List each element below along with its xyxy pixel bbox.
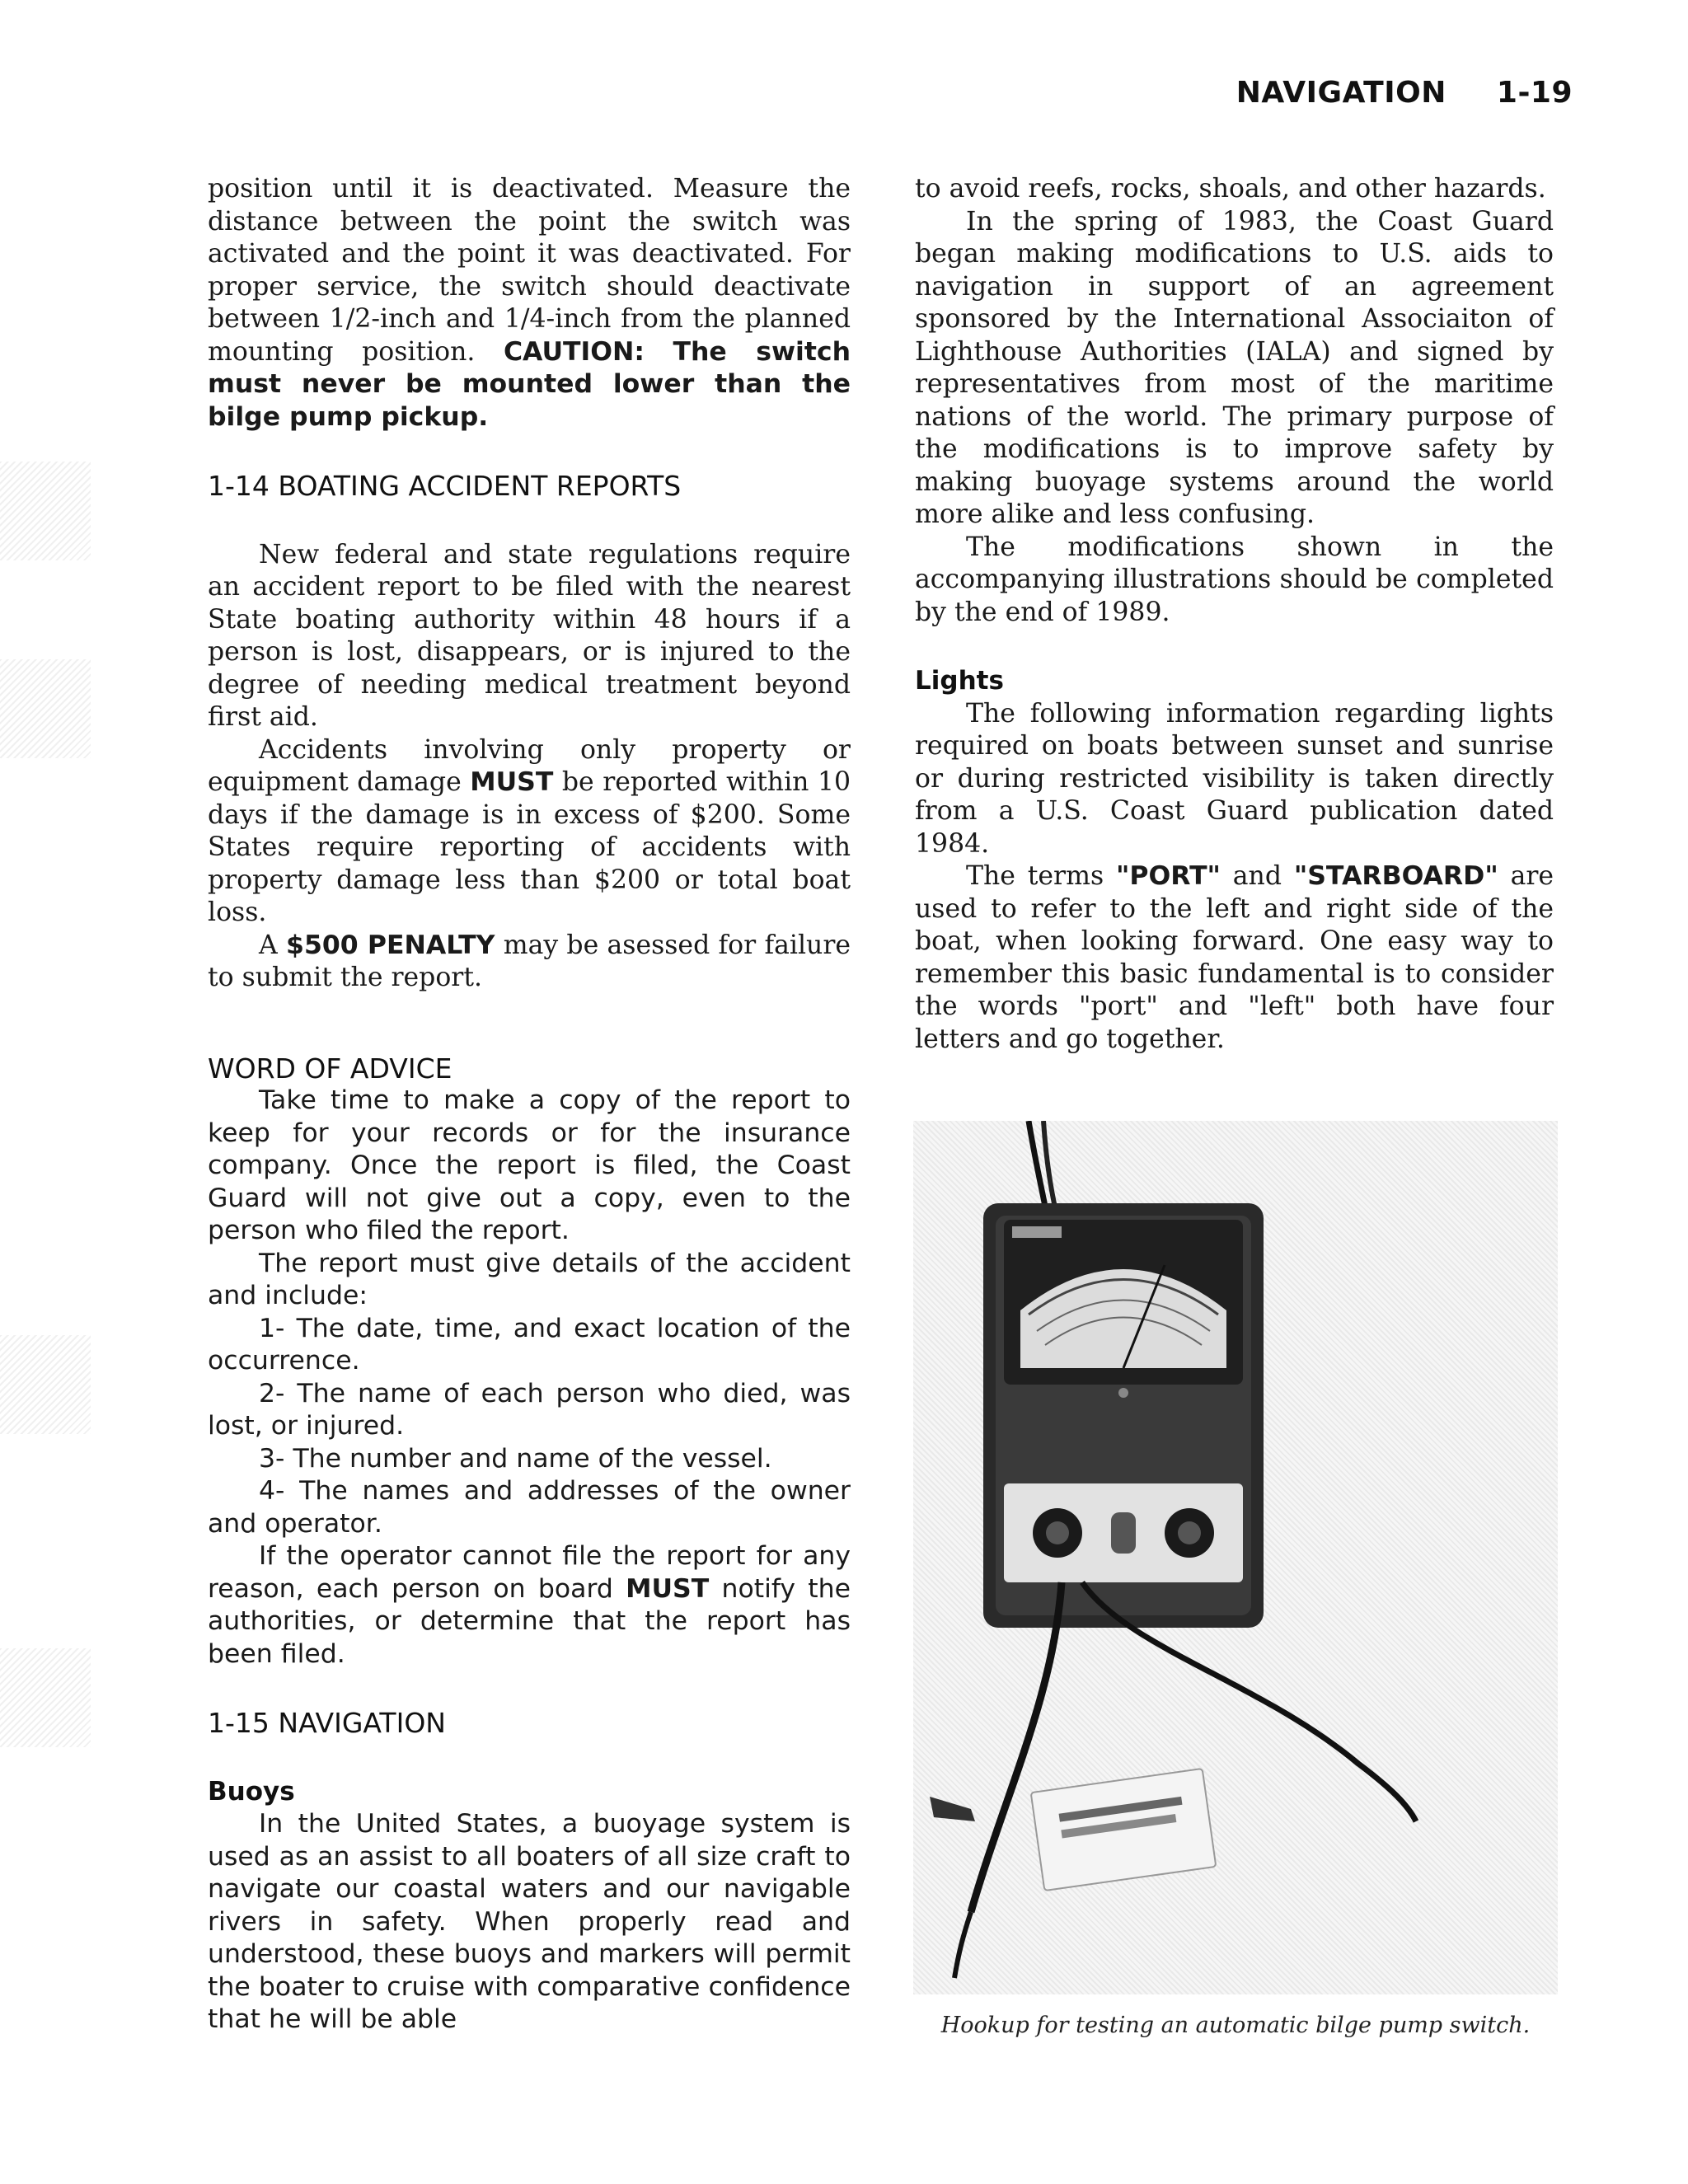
buoys-paragraph: In the United States, a buoyage system is used as an assist to all boaters of all size craft to navigate our coastal waters and our navigable rivers in safety. When properly read and understood, these buoys and markers will permit the boater to cruise with comparative confidence that he will be able — [208, 1809, 851, 2034]
page-number: 1-19 — [1496, 76, 1573, 110]
must-emphasis: MUST — [626, 1573, 710, 1604]
list-item: 2- The name of each person who died, was lost, or injured. — [208, 1378, 851, 1441]
terms-paragraph — [915, 860, 1554, 1056]
caution-text: The switch must never be mounted lower than the bilge pump pickup. — [208, 336, 851, 432]
penalty-start: A — [259, 930, 278, 960]
alligator-clip — [930, 1797, 975, 1821]
intro-paragraph — [208, 173, 851, 434]
operator-paragraph — [208, 1540, 851, 1671]
terms-start: The terms — [966, 861, 1104, 891]
accident-p2-start: Accidents involving only property or equipment damage — [208, 734, 851, 797]
running-header — [1236, 76, 1573, 110]
list-item: 4- The names and addresses of the owner and operator. — [208, 1476, 851, 1539]
right-column — [915, 173, 1554, 1056]
zero-adjust-knob — [1111, 1512, 1136, 1554]
accident-p2-end: be reported within 10 days if the damage is in excess of $200. Some States require reporting of accidents with property damage less than $200 or total boat loss. — [208, 767, 851, 927]
accident-paragraph-1: New federal and state regulations require an accident report to be filed with the nearest State boating authority within 48 hours if a person is lost, disappears, or is injured to the degree of needing medical treatment beyond first aid. — [208, 539, 851, 732]
scan-artifact — [0, 462, 91, 560]
advice-heading: WORD OF ADVICE — [208, 1052, 452, 1085]
spring-paragraph: In the spring of 1983, the Coast Guard began making modifications to U.S. aids to navigation in support of an agreement sponsored by the International Associaiton of Lighthouse Authorities (IALA) and signed by representatives from most of the maritime nations of the world. The primary purpose of the modifications is to improve safety by making buoyage systems around the world more alike and less confusing. — [915, 206, 1554, 529]
scan-artifact — [0, 1648, 91, 1747]
penalty-end: may be asessed for failure to submit the report. — [208, 930, 851, 992]
modifications-paragraph: The modifications shown in the accompanying illustrations should be completed by the end of 1989. — [915, 532, 1554, 627]
left-column — [208, 173, 851, 2036]
navigation-heading: 1-15 NAVIGATION — [208, 1707, 446, 1739]
accident-paragraph-2 — [208, 734, 851, 930]
lights-paragraph: The following information regarding lights required on boats between sunset and sunrise or during restricted visibility is taken directly from a U.S. Coast Guard publication dated 1984. — [915, 698, 1554, 859]
must-emphasis: MUST — [470, 767, 554, 797]
terms-and: and — [1232, 861, 1282, 891]
header-section-title: NAVIGATION — [1236, 76, 1447, 110]
scan-artifact — [0, 1335, 91, 1434]
operator-end: notify the authorities, or determine that the report has been filed. — [208, 1573, 851, 1669]
penalty-paragraph — [208, 930, 851, 995]
lights-heading: Lights — [915, 666, 1004, 696]
list-item: 1- The date, time, and exact location of the occurrence. — [208, 1313, 851, 1376]
advice-paragraph-2: The report must give details of the accident and include: — [208, 1248, 851, 1310]
scan-artifact — [0, 659, 91, 758]
port-term: "PORT" — [1115, 861, 1221, 891]
terms-end: are used to refer to the left and right side of the boat, when looking forward. One easy way to remember this basic fundamental is to consider the words "port" and "left" both have four letters and go together. — [915, 861, 1554, 1054]
multimeter-illustration — [913, 1121, 1558, 1994]
penalty-amount: $500 PENALTY — [286, 930, 495, 960]
intro-text: position until it is deactivated. Measure the distance between the point the switch was activated and the point it was deactivated. For proper service, the switch should deactivate between 1/2-inch and 1/4-inch from the planned mounting position. — [208, 174, 851, 367]
bilge-switch-test-photo — [913, 1121, 1558, 1994]
caution-label: CAUTION: — [503, 336, 645, 367]
starboard-term: "STARBOARD" — [1293, 861, 1498, 891]
list-item: 3- The number and name of the vessel. — [259, 1443, 772, 1474]
advice-paragraph-1: Take time to make a copy of the report to keep for your records or for the insurance company. Once the report is filed, the Coast Guard will not give out a copy, even to the person who filed the report. — [208, 1085, 851, 1245]
operator-start: If the operator cannot file the report for any reason, each person on board — [208, 1541, 851, 1604]
buoys-heading: Buoys — [208, 1776, 295, 1807]
accident-heading: 1-14 BOATING ACCIDENT REPORTS — [208, 470, 682, 502]
continued-paragraph: to avoid reefs, rocks, shoals, and other hazards. — [915, 174, 1546, 204]
photo-caption: Hookup for testing an automatic bilge pump switch. — [940, 2013, 1531, 2038]
